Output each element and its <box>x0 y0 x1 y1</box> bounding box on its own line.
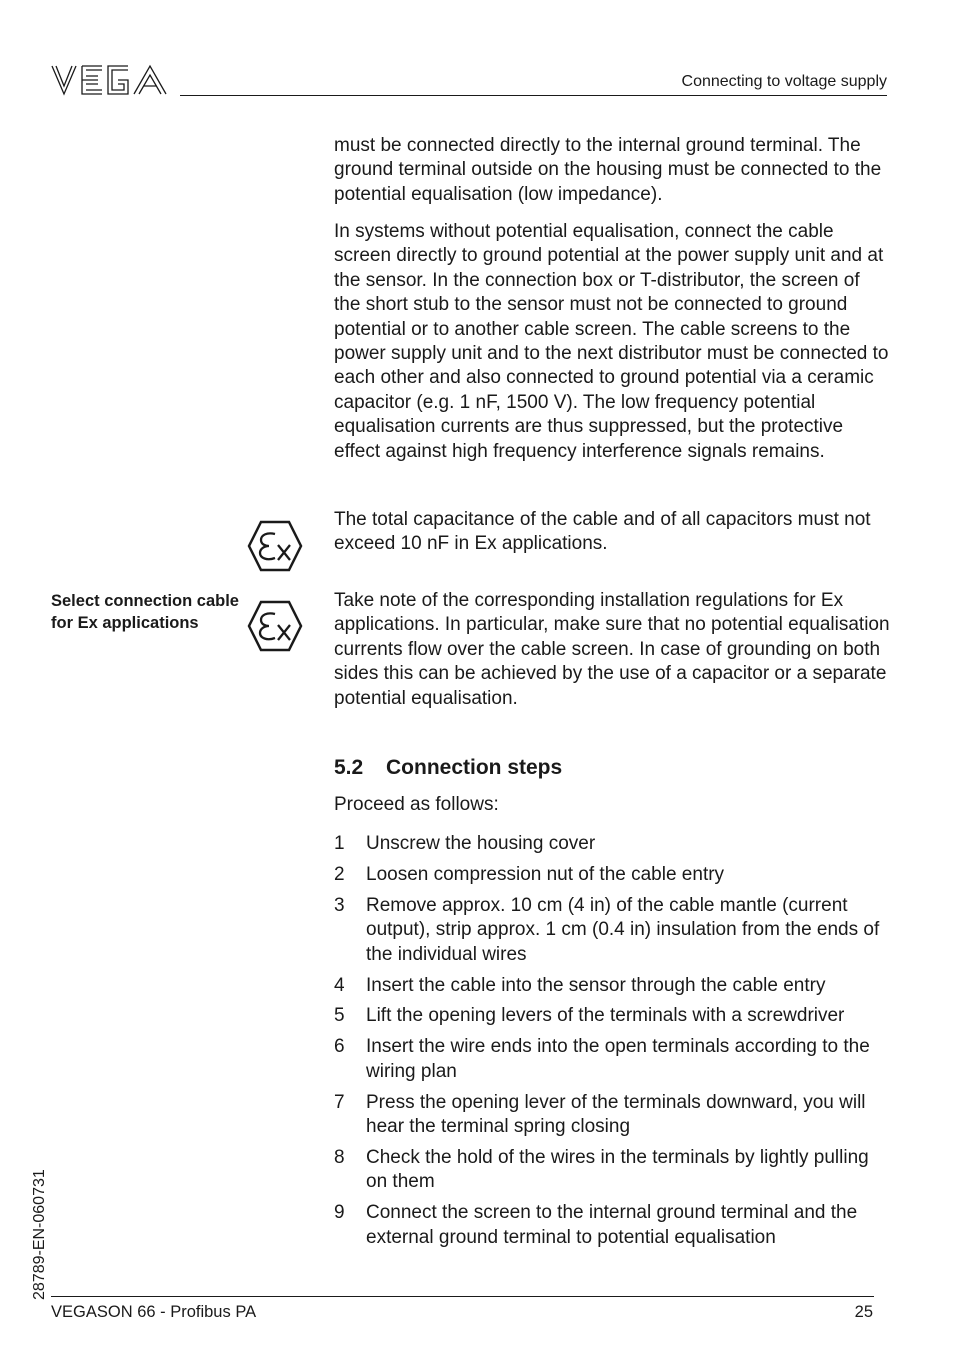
paragraph-total-capacitance: The total capacitance of the cable and of all capacitors must not exceed 10 nF in Ex applications. <box>334 509 871 555</box>
step-text: Insert the cable into the sensor through the cable entry <box>366 974 826 996</box>
running-header-title: Connecting to voltage supply <box>681 73 887 90</box>
step-text: Unscrew the housing cover <box>366 833 596 854</box>
margin-note-ex-cable: Select connection cable for Ex applications <box>51 592 239 632</box>
document-id: 28789-EN-060731 <box>31 1169 48 1300</box>
step-text: Insert the wire ends into the open terminals according to the wiring plan <box>366 1036 870 1082</box>
step-text: Check the hold of the wires in the terminals by lightly pulling on them <box>366 1146 869 1193</box>
step-number: 9 <box>334 1202 345 1224</box>
list-item <box>334 863 890 887</box>
step-text: Lift the opening levers of the terminals with a screwdriver <box>366 1005 845 1027</box>
list-item <box>334 1091 890 1140</box>
step-text: Press the opening lever of the terminals downward, you will hear the terminal spring closing <box>366 1091 866 1138</box>
step-number: 2 <box>334 863 345 885</box>
paragraph-no-potential-equalisation: In systems without potential equalisation, connect the cable screen directly to ground potential at the power supply unit and at the sensor. In the connection box or T-distributor, the screen of the short stub to the sensor must not be connected to ground potential or to another cable screen. The cable screens to the power supply unit and to the next distributor must be connected to each other and also connected to ground potential via a ceramic capacitor (e.g. 1 nF, 1500 V). The low frequency potential equalisation currents are thus suppressed, but the protective effect against high frequency interference signals remains. <box>334 221 889 462</box>
vega-logo <box>50 62 168 98</box>
ex-hexagon-icon <box>247 520 303 572</box>
section-title: Connection steps <box>386 756 563 779</box>
list-item <box>334 1035 890 1084</box>
list-item <box>334 1146 890 1195</box>
steps-intro: Proceed as follows: <box>334 794 499 815</box>
section-number: 5.2 <box>334 756 364 779</box>
step-number: 6 <box>334 1036 345 1058</box>
list-item <box>334 832 890 856</box>
header-rule <box>180 95 887 96</box>
step-text: Connect the screen to the internal ground terminal and the external ground terminal to potential equalisation <box>366 1202 858 1248</box>
step-text: Remove approx. 10 cm (4 in) of the cable mantle (current output), strip approx. 1 cm (0.4 in) insulation from the ends of the individual wires <box>366 894 880 965</box>
connection-steps-list <box>334 832 890 1257</box>
paragraph-ground-terminal: must be connected directly to the internal ground terminal. The ground terminal outside on the housing must be connected to the potential equalisation (low impedance). <box>334 135 882 205</box>
step-text: Loosen compression nut of the cable entry <box>366 863 725 885</box>
list-item <box>334 974 890 998</box>
footer-product-name: VEGASON 66 - Profibus PA <box>51 1303 257 1321</box>
step-number: 7 <box>334 1091 345 1113</box>
list-item <box>334 894 890 967</box>
paragraph-installation-regulations: Take note of the corresponding installation regulations for Ex applications. In particular, make sure that no potential equalisation currents flow over the cable screen. In case of grounding on both sides this can be achieved by the use of a capacitor or a separate potential equalisation. <box>334 590 890 709</box>
step-number: 4 <box>334 974 345 996</box>
step-number: 5 <box>334 1005 345 1027</box>
step-number: 1 <box>334 833 345 854</box>
step-number: 8 <box>334 1146 345 1168</box>
ex-hexagon-icon <box>247 600 303 652</box>
list-item <box>334 1004 890 1028</box>
list-item <box>334 1201 890 1250</box>
step-number: 3 <box>334 894 345 916</box>
footer-rule <box>51 1296 874 1297</box>
section-heading <box>334 756 562 780</box>
page-number: 25 <box>854 1303 873 1321</box>
